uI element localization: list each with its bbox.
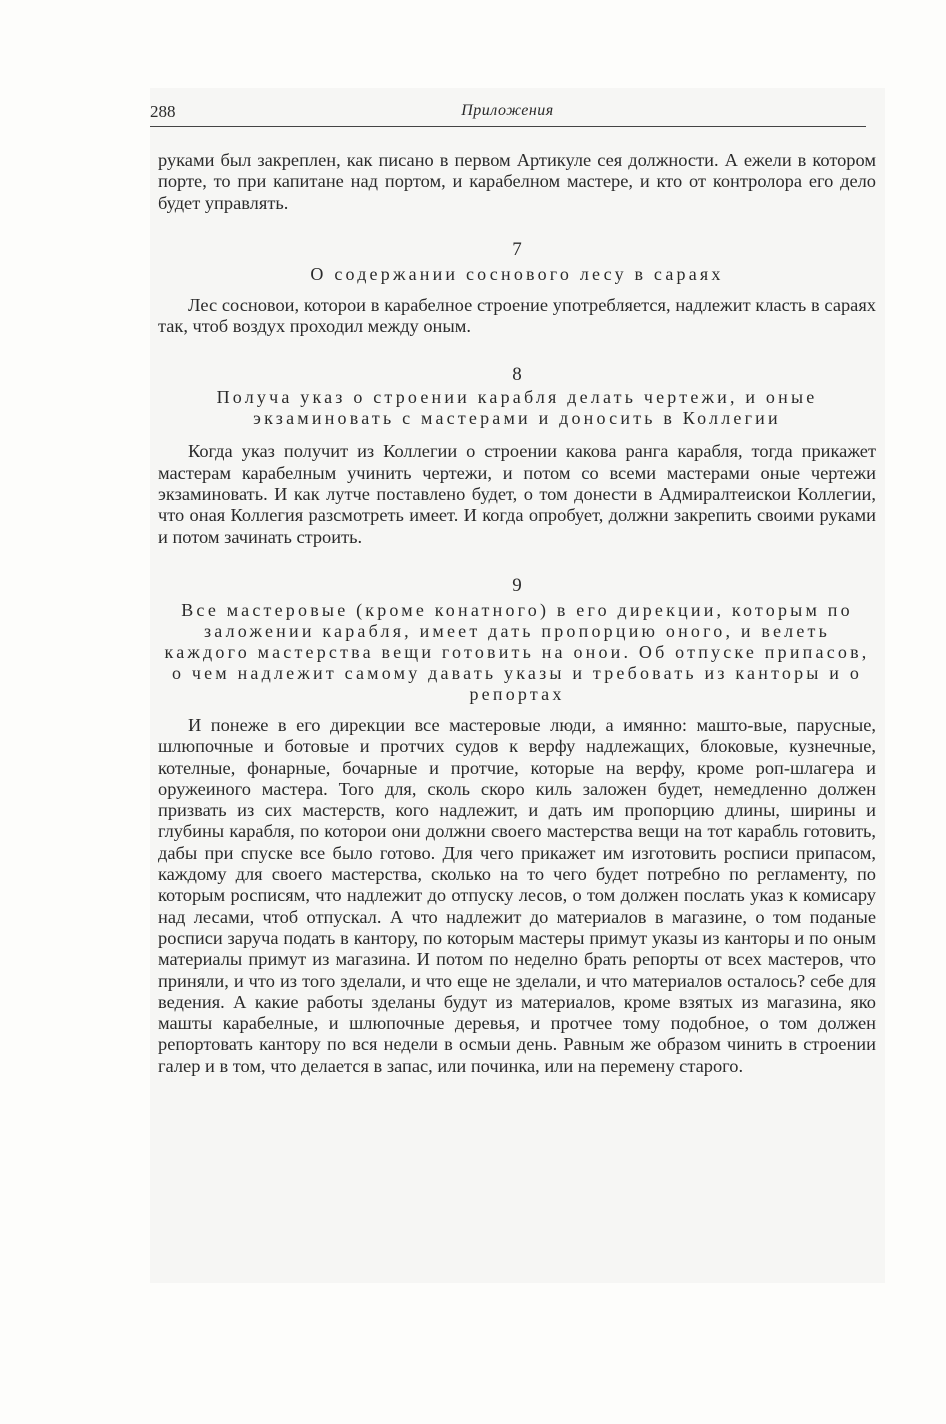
intro-paragraph: руками был закреплен, как писано в первом Артикуле сея должности. А ежели в котором порте, то при капитане над портом, и карабелном мастере, и кто от контролора его дело будет управлять. [158, 150, 876, 213]
header-rule [150, 126, 866, 127]
section-paragraph: Когда указ получит из Коллегии о строении какова ранга карабля, тогда прикажет мастерам карабелным учинить чертежи, и потом со всеми мастерами оные чертежи экзаминовать. И как лутче поставлено будет, о том донести в Адмиралтеискои Коллегии, что оная Коллегия разсмотреть имеет. И когда опробует, должни закрепить своими руками и потом зачинать строить. [158, 441, 876, 547]
page-header [150, 100, 865, 126]
section-7 [158, 238, 876, 338]
section-number: 8 [512, 364, 522, 386]
running-title: Приложения [461, 102, 554, 119]
section-9 [158, 574, 876, 1077]
section-title: Все мастеровые (кроме конатного) в его дирекции, которым по заложении карабля, имеет дать пропорцию оного, и велеть каждого мастерства вещи готовить на онои. Об отпуске припасов, о чем надлежит самому давать указы и требовать из канторы и о репортах [164, 599, 870, 704]
section-8 [158, 363, 876, 547]
section-number: 7 [512, 238, 522, 260]
section-title: Получа указ о строении карабля делать чертежи, и оные экзаминовать с мастерами и доносить в Коллегии [216, 387, 818, 429]
section-paragraph: И понеже в его дирекции все мастеровые люди, а имянно: машто-вые, парусные, шлюпочные и ботовые и протчих судов к верфу надлежащих, блоковые, кузнечные, котелные, фонарные, бочарные и протчие, которые на верфу, кроме роп-шлагера и оружеиного мастера. Того для, сколь скоро киль заложен будет, немедленно должен призвать из сих мастерств, кого надлежит, и дать им пропорцию длины, ширины и глубины карабля, по которои они должни своего мастерства вещи на тот карабль готовить, дабы при спуске все было готово. Для чего прикажет им изготовить росписи припасом, каждому для своего мастерства, сколько на то чего будет потребно по регламенту, по которым росписям, что надлежит до отпуску лесов, о том должен послать указ к комисару над лесами, чтоб отпускал. А что надлежит до материалов в магазине, о том поданые росписи заруча подать в кантору, по которым мастеры примут указы из канторы и по оным материалы примут из магазина. И потом по неделно брать репорты от всех мастеров, что приняли, и что из того зделали, и что еще не зделали, и что материалов осталось? себе для ведения. А какие работы зделаны будут из материалов, кроме взятых из магазина, яко машты карабелные, и шлюпочные деревья, и протчее тому подобное, о том должен репортовать кантору по вся недели в осмыи день. Равным же образом чинить в строении галер и в том, что делается в запас, или починка, или на перемену старого. [158, 714, 876, 1076]
page-number: 288 [150, 102, 176, 121]
section-paragraph: Лес сосновои, которои в карабелное строение употребляется, надлежит класть в сараях так, чтоб воздух проходил между оным. [158, 294, 876, 337]
section-title: О содержании соснового лесу в сараях [310, 263, 724, 284]
section-number: 9 [512, 574, 522, 596]
page-content [158, 150, 876, 1077]
